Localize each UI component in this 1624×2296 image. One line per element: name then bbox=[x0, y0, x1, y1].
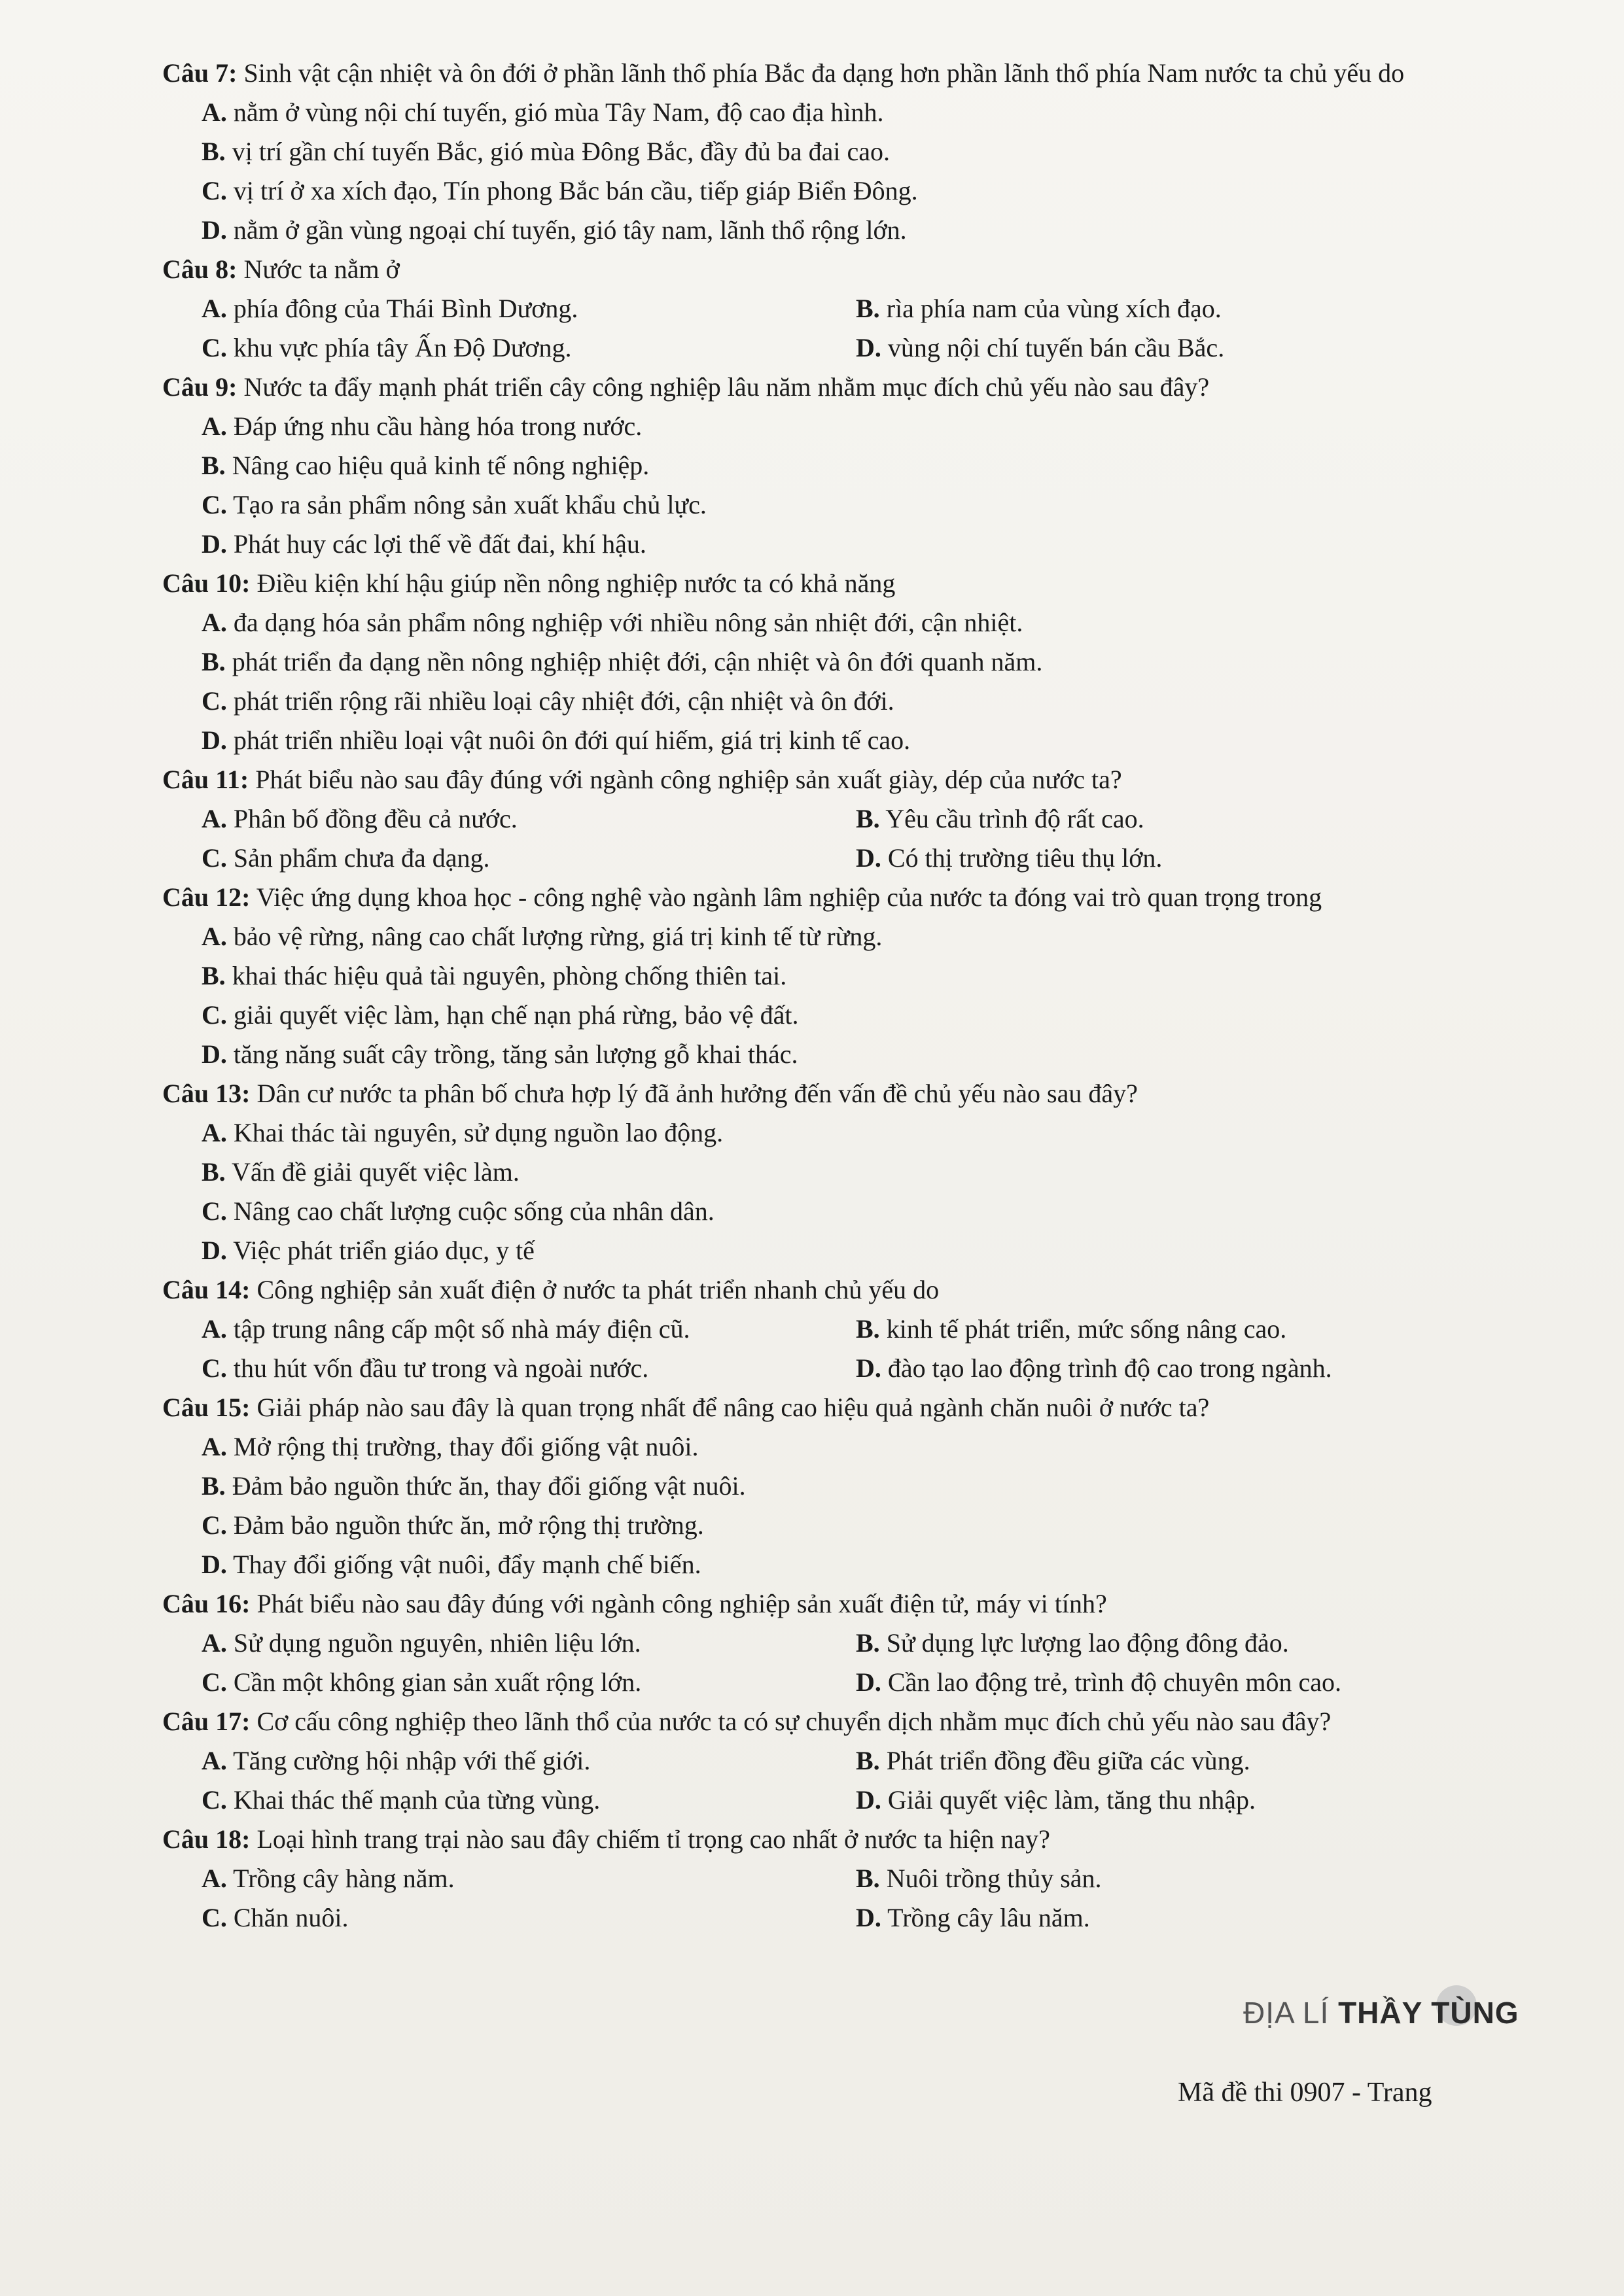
option-letter: A. bbox=[202, 922, 227, 951]
option-text: Khai thác thế mạnh của từng vùng. bbox=[233, 1785, 601, 1815]
answer-option[interactable] bbox=[162, 642, 1530, 682]
answer-option[interactable] bbox=[856, 1349, 1510, 1388]
option-letter: C. bbox=[202, 1196, 227, 1226]
option-letter: B. bbox=[202, 647, 226, 676]
question-stem bbox=[162, 1820, 1530, 1859]
question-stem bbox=[162, 1584, 1530, 1624]
option-letter: D. bbox=[856, 333, 881, 362]
option-letter: A. bbox=[202, 411, 227, 441]
option-letter: C. bbox=[202, 1903, 227, 1932]
option-text: Nâng cao chất lượng cuộc sống của nhân dân. bbox=[233, 1196, 715, 1226]
option-text: nằm ở vùng nội chí tuyến, gió mùa Tây Nam, độ cao địa hình. bbox=[233, 97, 884, 127]
option-letter: B. bbox=[856, 1628, 880, 1658]
answer-option[interactable] bbox=[202, 1741, 856, 1781]
option-letter: A. bbox=[202, 1864, 227, 1893]
answer-option[interactable] bbox=[162, 996, 1530, 1035]
question-number: Câu 13: bbox=[162, 1079, 251, 1108]
option-text: Nâng cao hiệu quả kinh tế nông nghiệp. bbox=[232, 451, 650, 480]
answer-option[interactable] bbox=[202, 1898, 856, 1938]
question-stem bbox=[162, 1702, 1530, 1741]
answer-option[interactable] bbox=[162, 1035, 1530, 1074]
option-letter: C. bbox=[202, 686, 227, 716]
question-list bbox=[162, 54, 1530, 1938]
option-letter: D. bbox=[202, 725, 227, 755]
question-number: Câu 12: bbox=[162, 882, 251, 912]
question-block bbox=[162, 54, 1530, 250]
question-block bbox=[162, 368, 1530, 564]
option-letter: B. bbox=[202, 451, 226, 480]
option-letter: D. bbox=[202, 529, 227, 559]
answer-option[interactable] bbox=[162, 1192, 1530, 1231]
question-text: Cơ cấu công nghiệp theo lãnh thổ của nước ta có sự chuyển dịch nhằm mục đích chủ yếu nào sau đây? bbox=[256, 1707, 1332, 1736]
answer-option[interactable] bbox=[856, 799, 1510, 839]
answer-option[interactable] bbox=[162, 93, 1530, 132]
watermark-part2: THẦY TÙNG bbox=[1338, 1996, 1519, 2030]
answer-option[interactable] bbox=[202, 1859, 856, 1898]
question-stem bbox=[162, 1388, 1530, 1427]
option-letter: A. bbox=[202, 1628, 227, 1658]
option-text: vị trí ở xa xích đạo, Tín phong Bắc bán cầu, tiếp giáp Biển Đông. bbox=[233, 176, 918, 205]
option-letter: D. bbox=[202, 1039, 227, 1069]
option-letter: B. bbox=[202, 1157, 226, 1187]
answer-option[interactable] bbox=[856, 1310, 1510, 1349]
answer-option[interactable] bbox=[162, 446, 1530, 485]
question-text: Việc ứng dụng khoa học - công nghệ vào ngành lâm nghiệp của nước ta đóng vai trò quan trọng trong bbox=[256, 882, 1322, 912]
option-text: Trồng cây lâu năm. bbox=[887, 1903, 1090, 1932]
option-letter: C. bbox=[202, 1353, 227, 1383]
option-row bbox=[162, 1859, 1530, 1898]
question-text: Nước ta nằm ở bbox=[243, 254, 400, 284]
answer-option[interactable] bbox=[202, 1310, 856, 1349]
option-letter: D. bbox=[202, 1236, 227, 1265]
option-letter: C. bbox=[202, 1667, 227, 1697]
question-number: Câu 9: bbox=[162, 372, 238, 402]
option-row bbox=[162, 799, 1530, 839]
option-letter: C. bbox=[202, 1510, 227, 1540]
option-text: Có thị trường tiêu thụ lớn. bbox=[887, 843, 1163, 873]
answer-option[interactable] bbox=[162, 721, 1530, 760]
question-block bbox=[162, 760, 1530, 878]
question-block bbox=[162, 1388, 1530, 1584]
answer-option[interactable] bbox=[202, 1663, 856, 1702]
option-text: Phân bố đồng đều cả nước. bbox=[233, 804, 518, 833]
question-text: Loại hình trang trại nào sau đây chiếm tỉ trọng cao nhất ở nước ta hiện nay? bbox=[256, 1824, 1050, 1854]
option-row bbox=[162, 328, 1530, 368]
option-text: tăng năng suất cây trồng, tăng sản lượng gỗ khai thác. bbox=[233, 1039, 798, 1069]
answer-option[interactable] bbox=[162, 132, 1530, 171]
option-text: Phát triển đồng đều giữa các vùng. bbox=[886, 1746, 1250, 1775]
option-row bbox=[162, 1310, 1530, 1349]
question-block bbox=[162, 1270, 1530, 1388]
option-text: vùng nội chí tuyến bán cầu Bắc. bbox=[887, 333, 1225, 362]
answer-option[interactable] bbox=[856, 1663, 1510, 1702]
option-text: Đảm bảo nguồn thức ăn, thay đổi giống vật nuôi. bbox=[232, 1471, 746, 1501]
question-stem bbox=[162, 1270, 1530, 1310]
option-text: đào tạo lao động trình độ cao trong ngành. bbox=[887, 1353, 1332, 1383]
option-text: phát triển nhiều loại vật nuôi ôn đới quí hiếm, giá trị kinh tế cao. bbox=[233, 725, 911, 755]
answer-option[interactable] bbox=[202, 1781, 856, 1820]
question-stem bbox=[162, 564, 1530, 603]
option-letter: C. bbox=[202, 1785, 227, 1815]
option-text: Sử dụng nguồn nguyên, nhiên liệu lớn. bbox=[233, 1628, 641, 1658]
question-number: Câu 10: bbox=[162, 568, 251, 598]
option-letter: D. bbox=[856, 843, 881, 873]
option-letter: C. bbox=[202, 490, 227, 519]
option-text: phát triển rộng rãi nhiều loại cây nhiệt đới, cận nhiệt và ôn đới. bbox=[233, 686, 894, 716]
option-letter: B. bbox=[856, 1746, 880, 1775]
question-stem bbox=[162, 760, 1530, 799]
option-text: Trồng cây hàng năm. bbox=[233, 1864, 455, 1893]
question-stem bbox=[162, 368, 1530, 407]
option-text: Việc phát triển giáo dục, y tế bbox=[233, 1236, 535, 1265]
option-row bbox=[162, 1781, 1530, 1820]
option-text: thu hút vốn đầu tư trong và ngoài nước. bbox=[233, 1353, 649, 1383]
answer-option[interactable] bbox=[162, 1153, 1530, 1192]
answer-option[interactable] bbox=[856, 1898, 1510, 1938]
question-block bbox=[162, 878, 1530, 1074]
answer-option[interactable] bbox=[856, 289, 1510, 328]
option-letter: C. bbox=[202, 176, 227, 205]
question-block bbox=[162, 1820, 1530, 1938]
option-text: vị trí gần chí tuyến Bắc, gió mùa Đông Bắc, đầy đủ ba đai cao. bbox=[232, 137, 890, 166]
option-text: Thay đổi giống vật nuôi, đẩy mạnh chế biến. bbox=[233, 1550, 701, 1579]
question-number: Câu 15: bbox=[162, 1393, 251, 1422]
watermark bbox=[1243, 1995, 1519, 2030]
question-number: Câu 8: bbox=[162, 254, 238, 284]
option-letter: C. bbox=[202, 1000, 227, 1030]
option-text: Nuôi trồng thủy sản. bbox=[886, 1864, 1102, 1893]
option-text: rìa phía nam của vùng xích đạo. bbox=[886, 294, 1222, 323]
option-letter: B. bbox=[856, 804, 880, 833]
option-text: khai thác hiệu quả tài nguyên, phòng chống thiên tai. bbox=[232, 961, 787, 990]
answer-option[interactable] bbox=[162, 171, 1530, 211]
option-row bbox=[162, 1741, 1530, 1781]
answer-option[interactable] bbox=[856, 1624, 1510, 1663]
answer-option[interactable] bbox=[856, 1741, 1510, 1781]
answer-option[interactable] bbox=[162, 1467, 1530, 1506]
question-stem bbox=[162, 1074, 1530, 1113]
answer-option[interactable] bbox=[162, 1506, 1530, 1545]
question-block bbox=[162, 250, 1530, 368]
option-letter: C. bbox=[202, 333, 227, 362]
answer-option[interactable] bbox=[162, 485, 1530, 525]
option-text: khu vực phía tây Ấn Độ Dương. bbox=[233, 333, 572, 362]
option-text: Sử dụng lực lượng lao động đông đảo. bbox=[886, 1628, 1289, 1658]
option-text: kinh tế phát triển, mức sống nâng cao. bbox=[886, 1314, 1287, 1344]
question-number: Câu 11: bbox=[162, 765, 249, 794]
option-row bbox=[162, 1663, 1530, 1702]
option-text: Phát huy các lợi thế về đất đai, khí hậu. bbox=[233, 529, 646, 559]
option-text: tập trung nâng cấp một số nhà máy điện cũ. bbox=[233, 1314, 690, 1344]
answer-option[interactable] bbox=[856, 1781, 1510, 1820]
option-text: Tăng cường hội nhập với thế giới. bbox=[233, 1746, 591, 1775]
answer-option[interactable] bbox=[162, 956, 1530, 996]
answer-option[interactable] bbox=[202, 1349, 856, 1388]
option-letter: A. bbox=[202, 1746, 227, 1775]
option-text: Cần lao động trẻ, trình độ chuyên môn cao. bbox=[887, 1667, 1342, 1697]
question-number: Câu 7: bbox=[162, 58, 238, 88]
option-letter: D. bbox=[856, 1667, 881, 1697]
question-text: Giải pháp nào sau đây là quan trọng nhất để nâng cao hiệu quả ngành chăn nuôi ở nước ta? bbox=[256, 1393, 1210, 1422]
question-text: Sinh vật cận nhiệt và ôn đới ở phần lãnh thổ phía Bắc đa dạng hơn phần lãnh thổ phía Nam nước ta chủ yếu do bbox=[243, 58, 1405, 88]
option-letter: B. bbox=[856, 1314, 880, 1344]
option-text: Đảm bảo nguồn thức ăn, mở rộng thị trường. bbox=[233, 1510, 704, 1540]
answer-option[interactable] bbox=[162, 525, 1530, 564]
option-row bbox=[162, 839, 1530, 878]
question-text: Công nghiệp sản xuất điện ở nước ta phát triển nhanh chủ yếu do bbox=[256, 1275, 940, 1304]
option-text: phía đông của Thái Bình Dương. bbox=[233, 294, 578, 323]
option-letter: D. bbox=[856, 1785, 881, 1815]
question-text: Điều kiện khí hậu giúp nền nông nghiệp nước ta có khả năng bbox=[256, 568, 896, 598]
option-text: Yêu cầu trình độ rất cao. bbox=[885, 804, 1144, 833]
answer-option[interactable] bbox=[162, 1113, 1530, 1153]
option-text: Vấn đề giải quyết việc làm. bbox=[231, 1157, 520, 1187]
option-text: Cần một không gian sản xuất rộng lớn. bbox=[233, 1667, 642, 1697]
question-stem bbox=[162, 878, 1530, 917]
option-text: Mở rộng thị trường, thay đổi giống vật nuôi. bbox=[233, 1432, 699, 1461]
question-stem bbox=[162, 54, 1530, 93]
option-letter: D. bbox=[856, 1903, 881, 1932]
question-block bbox=[162, 1074, 1530, 1270]
answer-option[interactable] bbox=[856, 328, 1510, 368]
option-letter: A. bbox=[202, 97, 227, 127]
option-letter: B. bbox=[856, 1864, 880, 1893]
option-letter: A. bbox=[202, 804, 227, 833]
option-text: Đáp ứng nhu cầu hàng hóa trong nước. bbox=[233, 411, 643, 441]
watermark-part1: ĐỊA LÍ bbox=[1243, 1996, 1330, 2030]
answer-option[interactable] bbox=[202, 328, 856, 368]
answer-option[interactable] bbox=[162, 603, 1530, 642]
option-letter: B. bbox=[202, 137, 226, 166]
option-text: bảo vệ rừng, nâng cao chất lượng rừng, giá trị kinh tế từ rừng. bbox=[233, 922, 883, 951]
question-text: Dân cư nước ta phân bố chưa hợp lý đã ảnh hưởng đến vấn đề chủ yếu nào sau đây? bbox=[256, 1079, 1138, 1108]
option-letter: D. bbox=[856, 1353, 881, 1383]
answer-option[interactable] bbox=[202, 1624, 856, 1663]
option-row bbox=[162, 1898, 1530, 1938]
answer-option[interactable] bbox=[162, 682, 1530, 721]
option-text: Khai thác tài nguyên, sử dụng nguồn lao động. bbox=[233, 1118, 724, 1147]
answer-option[interactable] bbox=[856, 1859, 1510, 1898]
answer-option[interactable] bbox=[162, 1427, 1530, 1467]
answer-option[interactable] bbox=[162, 211, 1530, 250]
option-letter: D. bbox=[202, 215, 227, 245]
option-text: Sản phẩm chưa đa dạng. bbox=[233, 843, 490, 873]
option-letter: A. bbox=[202, 294, 227, 323]
question-block bbox=[162, 1702, 1530, 1820]
question-stem bbox=[162, 250, 1530, 289]
answer-option[interactable] bbox=[162, 917, 1530, 956]
option-text: Chăn nuôi. bbox=[233, 1903, 349, 1932]
answer-option[interactable] bbox=[202, 839, 856, 878]
question-number: Câu 14: bbox=[162, 1275, 251, 1304]
option-row bbox=[162, 1624, 1530, 1663]
page-footer: Mã đề thi 0907 - Trang bbox=[1178, 2078, 1432, 2108]
option-row bbox=[162, 289, 1530, 328]
question-block bbox=[162, 1584, 1530, 1702]
answer-option[interactable] bbox=[162, 1231, 1530, 1270]
option-letter: B. bbox=[202, 1471, 226, 1501]
answer-option[interactable] bbox=[162, 407, 1530, 446]
option-row bbox=[162, 1349, 1530, 1388]
option-text: đa dạng hóa sản phẩm nông nghiệp với nhiều nông sản nhiệt đới, cận nhiệt. bbox=[233, 608, 1023, 637]
question-block bbox=[162, 564, 1530, 760]
question-text: Phát biểu nào sau đây đúng với ngành công nghiệp sản xuất giày, dép của nước ta? bbox=[255, 765, 1122, 794]
option-text: Giải quyết việc làm, tăng thu nhập. bbox=[887, 1785, 1256, 1815]
answer-option[interactable] bbox=[202, 799, 856, 839]
answer-option[interactable] bbox=[202, 289, 856, 328]
question-text: Phát biểu nào sau đây đúng với ngành công nghiệp sản xuất điện tử, máy vi tính? bbox=[256, 1589, 1107, 1618]
question-number: Câu 16: bbox=[162, 1589, 251, 1618]
option-letter: A. bbox=[202, 1432, 227, 1461]
option-text: nằm ở gần vùng ngoại chí tuyến, gió tây nam, lãnh thổ rộng lớn. bbox=[233, 215, 907, 245]
option-text: Tạo ra sản phẩm nông sản xuất khẩu chủ lực. bbox=[233, 490, 707, 519]
option-text: phát triển đa dạng nền nông nghiệp nhiệt đới, cận nhiệt và ôn đới quanh năm. bbox=[232, 647, 1043, 676]
option-letter: A. bbox=[202, 1314, 227, 1344]
option-letter: D. bbox=[202, 1550, 227, 1579]
option-letter: B. bbox=[202, 961, 226, 990]
option-letter: A. bbox=[202, 608, 227, 637]
option-letter: A. bbox=[202, 1118, 227, 1147]
answer-option[interactable] bbox=[162, 1545, 1530, 1584]
question-number: Câu 18: bbox=[162, 1824, 251, 1854]
option-letter: C. bbox=[202, 843, 227, 873]
answer-option[interactable] bbox=[856, 839, 1510, 878]
option-text: giải quyết việc làm, hạn chế nạn phá rừng, bảo vệ đất. bbox=[233, 1000, 799, 1030]
question-number: Câu 17: bbox=[162, 1707, 251, 1736]
question-text: Nước ta đẩy mạnh phát triển cây công nghiệp lâu năm nhằm mục đích chủ yếu nào sau đây? bbox=[243, 372, 1210, 402]
option-letter: B. bbox=[856, 294, 880, 323]
